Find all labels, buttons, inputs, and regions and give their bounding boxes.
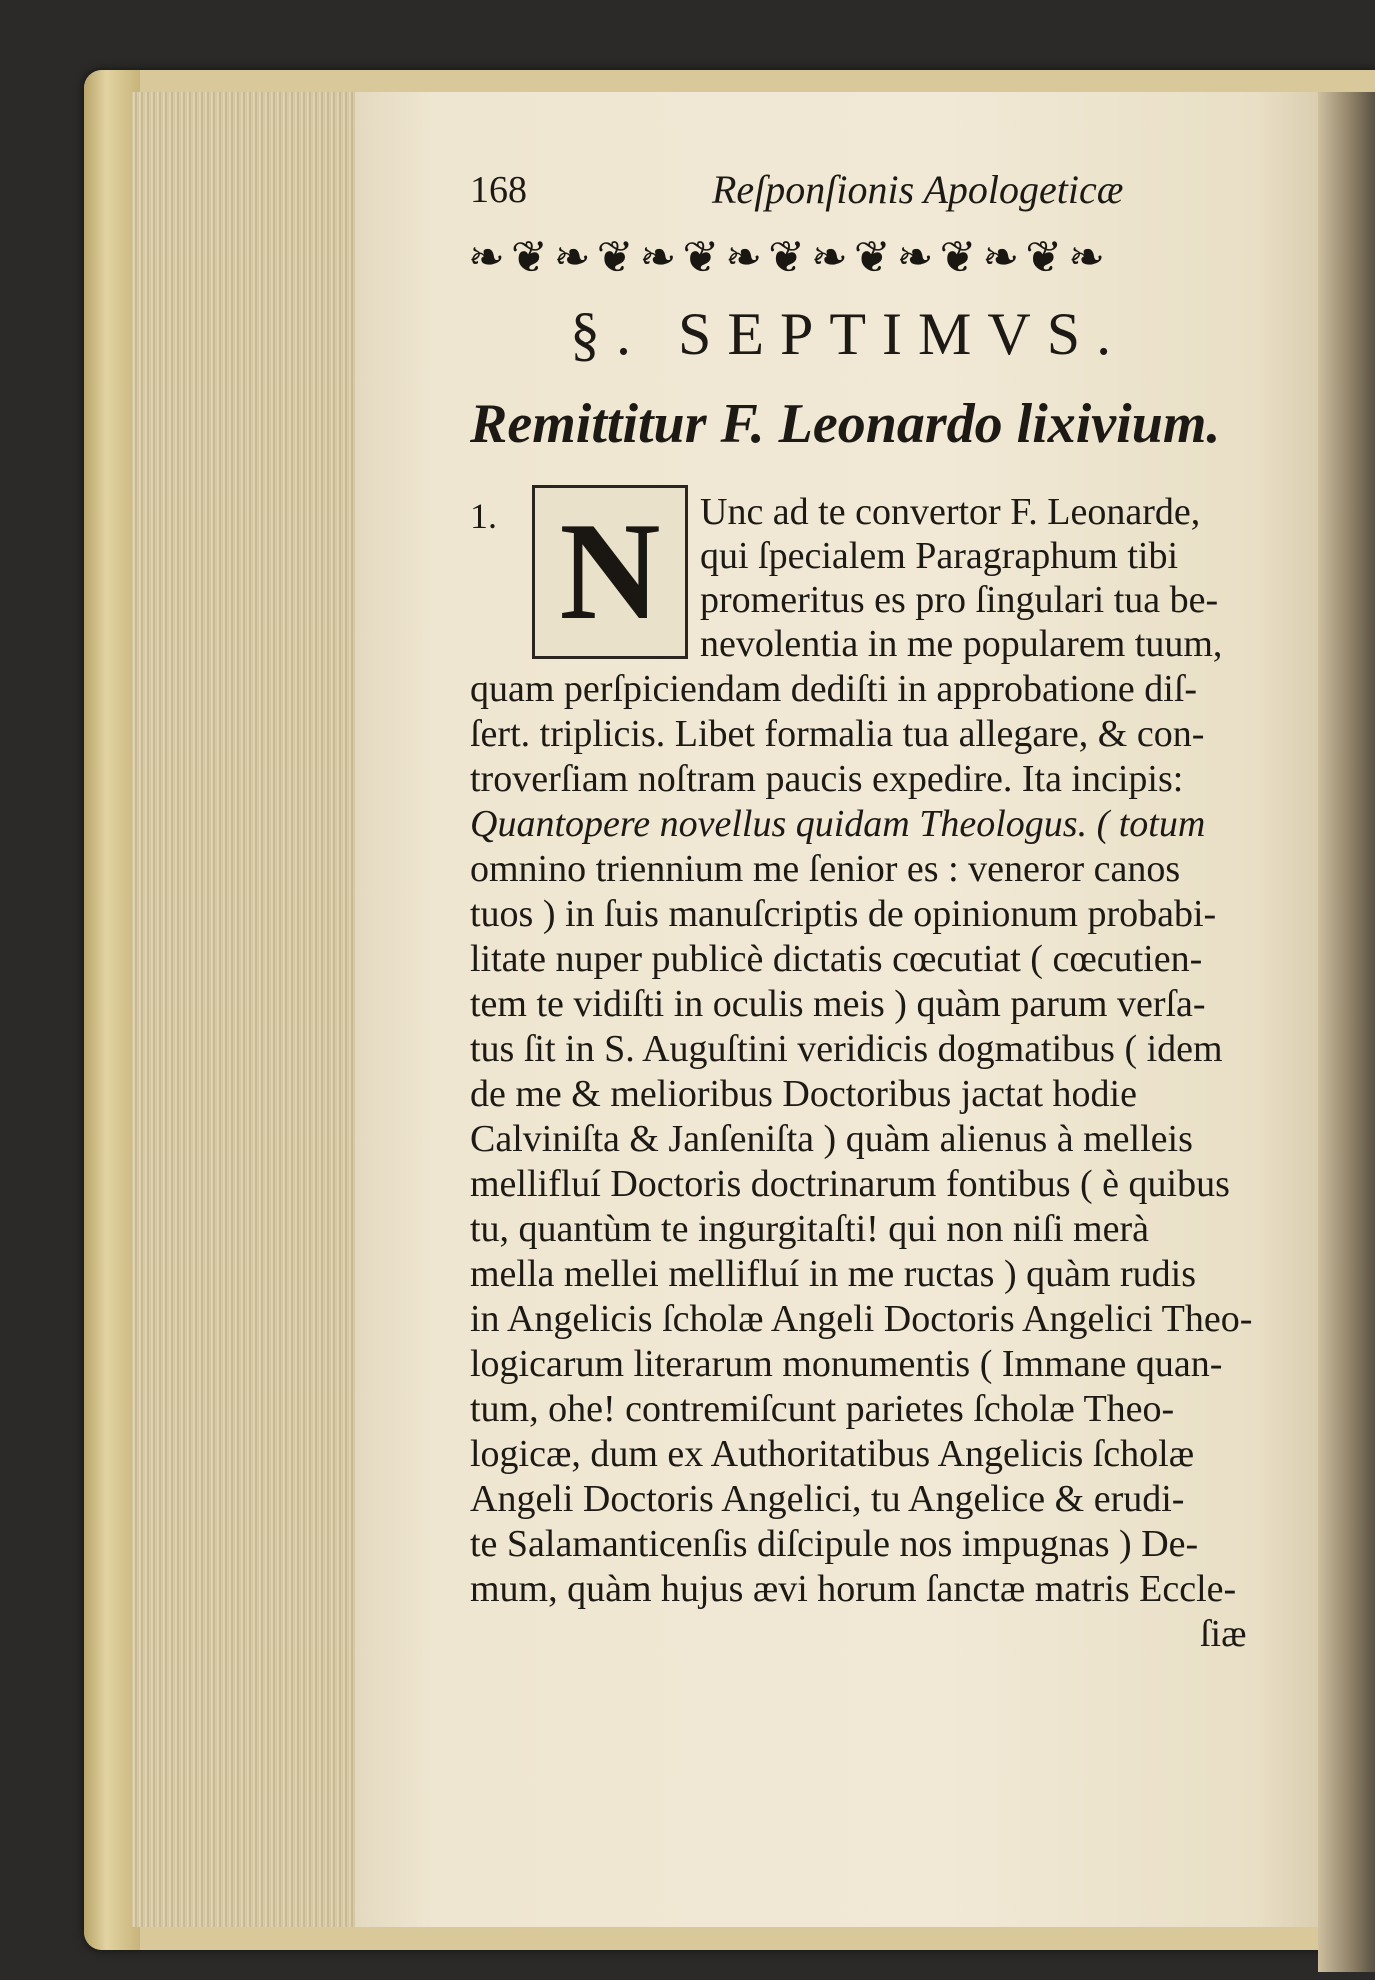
section-subtitle: Remittitur F. Leonardo lixivium. bbox=[470, 393, 1221, 455]
text-line: tum, ohe! contremiſcunt parietes ſcholæ Theo- bbox=[470, 1388, 1175, 1430]
text-line: promeritus es pro ſingulari tua be- bbox=[700, 579, 1219, 621]
running-title: Reſponſionis Apologeticæ bbox=[712, 167, 1124, 212]
text-line: in Angelicis ſcholæ Angeli Doctoris Angelici Theo- bbox=[470, 1298, 1253, 1340]
text-line: tu, quantùm te ingurgitaſti! qui non niſi merà bbox=[470, 1208, 1149, 1250]
text-line: mum, quàm hujus ævi horum ſanctæ matris Eccle- bbox=[470, 1568, 1237, 1610]
text-line: logicæ, dum ex Authoritatibus Angelicis ſcholæ bbox=[470, 1433, 1195, 1475]
page-number: 168 bbox=[470, 169, 527, 211]
text-line: te Salamanticenſis diſcipule nos impugnas ) De- bbox=[470, 1523, 1199, 1565]
text-line: litate nuper publicè dictatis cœcutiat ( cœcutien- bbox=[470, 938, 1203, 980]
ornament-border: ❧❦❧❦❧❦❧❦❧❦❧❦❧❦❧ bbox=[468, 233, 1112, 282]
text-line: de me & melioribus Doctoribus jactat hodie bbox=[470, 1073, 1137, 1115]
text-line: tuos ) in ſuis manuſcriptis de opinionum probabi- bbox=[470, 893, 1217, 935]
text-line: omnino triennium me ſenior es : veneror canos bbox=[470, 848, 1181, 890]
text-line: troverſiam noſtram paucis expedire. Ita incipis: bbox=[470, 758, 1184, 800]
text-line: Calviniſta & Janſeniſta ) quàm alienus à melleis bbox=[470, 1118, 1193, 1160]
drop-cap bbox=[532, 485, 688, 659]
text-line: tem te vidiſti in oculis meis ) quàm parum verſa- bbox=[470, 983, 1206, 1025]
text-line: ſert. triplicis. Libet formalia tua allegare, & con- bbox=[470, 713, 1205, 755]
text-line: Angeli Doctoris Angelici, tu Angelice & erudi- bbox=[470, 1478, 1185, 1520]
text-line: tus ſit in S. Auguſtini veridicis dogmatibus ( idem bbox=[470, 1028, 1223, 1070]
catchword: ſiæ bbox=[1200, 1613, 1247, 1655]
text-line: logicarum literarum monumentis ( Immane quan- bbox=[470, 1343, 1223, 1385]
text-line: Unc ad te convertor F. Leonarde, bbox=[700, 491, 1201, 533]
paragraph-number: 1. bbox=[470, 496, 497, 536]
page-block-edge bbox=[132, 92, 360, 1927]
binding-gutter bbox=[1318, 92, 1375, 1972]
text-line: nevolentia in me popularem tuum, bbox=[700, 623, 1223, 665]
section-title: §. SEPTIMVS. bbox=[570, 301, 1128, 367]
text-line: Quantopere novellus quidam Theologus. ( totum bbox=[470, 803, 1206, 845]
text-line: mellifluí Doctoris doctrinarum fontibus ( è quibus bbox=[470, 1163, 1230, 1205]
text-line: qui ſpecialem Paragraphum tibi bbox=[700, 535, 1179, 577]
text-line: quam perſpiciendam dediſti in approbatione diſ- bbox=[470, 668, 1198, 710]
drop-cap-letter: N bbox=[559, 494, 661, 649]
text-line: mella mellei mellifluí in me ructas ) quàm rudis bbox=[470, 1253, 1197, 1295]
